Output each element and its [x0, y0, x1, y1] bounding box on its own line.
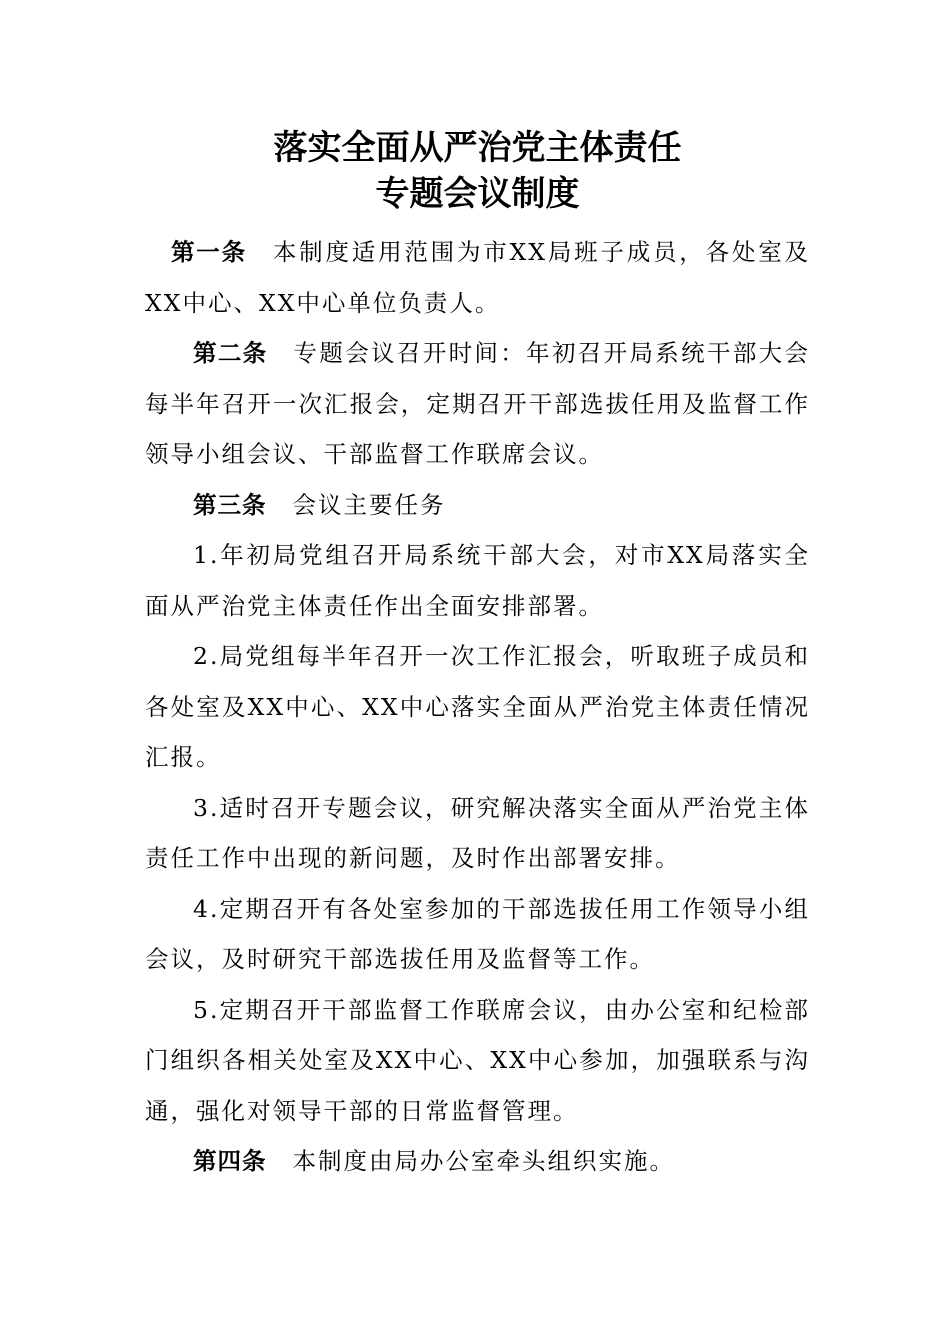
title-line-1: 落实全面从严治党主体责任	[273, 128, 682, 168]
article-4-label: 第四条	[193, 1147, 267, 1175]
article-1-text: 本制度适用范围为市XX局班子成员，各处室及XX中心、XX中心单位负责人。	[145, 238, 810, 317]
article-1	[145, 227, 810, 328]
article-1-label: 第一条	[171, 238, 247, 266]
article-2-text: 专题会议召开时间：年初召开局系统干部大会每半年召开一次汇报会，定期召开干部选拔任用及监督工作领导小组会议、干部监督工作联席会议。	[145, 339, 811, 468]
article-3-text: 会议主要任务	[292, 490, 446, 519]
document-title	[145, 125, 810, 217]
article-3	[145, 480, 810, 531]
article-2-label: 第二条	[193, 339, 268, 367]
list-item: 5.定期召开干部监督工作联席会议，由办公室和纪检部门组织各相关处室及XX中心、XX中心参加，加强联系与沟通，强化对领导干部的日常监督管理。	[145, 995, 810, 1125]
article-4	[145, 1136, 810, 1187]
article-3-label: 第三条	[193, 490, 267, 519]
list-item: 2.局党组每半年召开一次工作汇报会，听取班子成员和各处室及XX中心、XX中心落实全面从严治党主体责任情况汇报。	[145, 642, 810, 771]
title-line-2: 专题会议制度	[375, 174, 580, 214]
article-2	[145, 328, 810, 480]
document-body	[145, 227, 810, 1187]
list-item: 1.年初局党组召开局系统干部大会，对市XX局落实全面从严治党主体责任作出全面安排部署。	[145, 541, 810, 620]
article-4-text: 本制度由局办公室牵头组织实施。	[292, 1147, 675, 1175]
document-page	[145, 125, 810, 1187]
list-item: 4.定期召开有各处室参加的干部选拔任用工作领导小组会议，及时研究干部选拔任用及监督等工作。	[145, 894, 810, 973]
list-item: 3.适时召开专题会议，研究解决落实全面从严治党主体责任工作中出现的新问题，及时作出部署安排。	[145, 793, 810, 872]
